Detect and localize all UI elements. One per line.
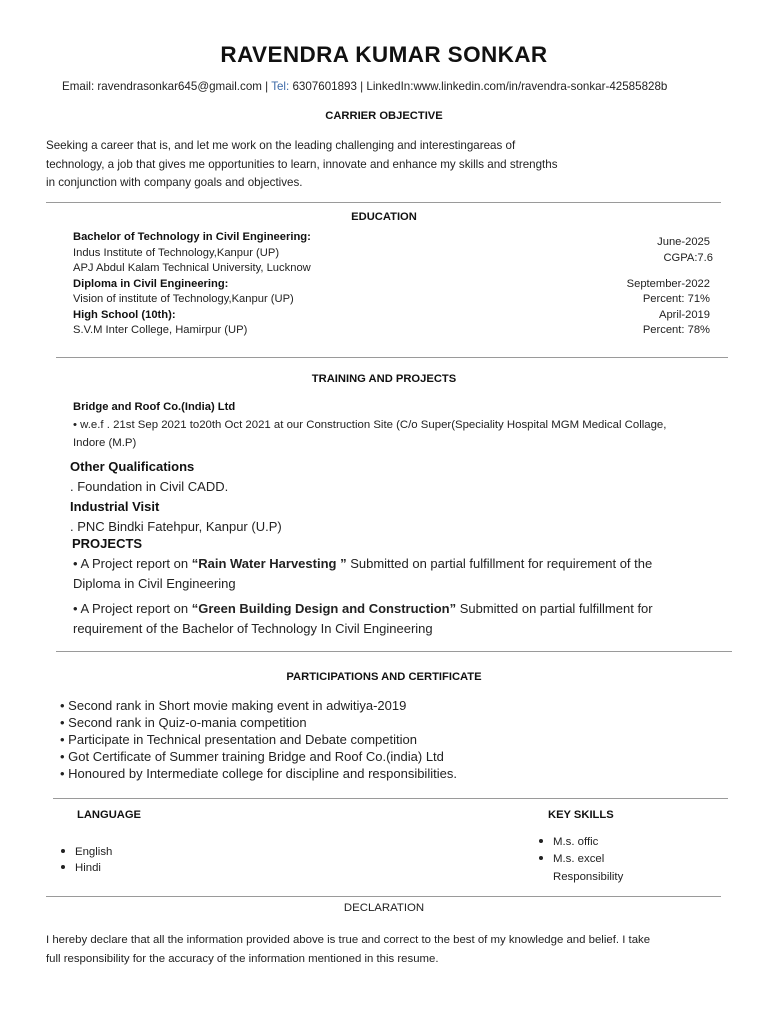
language-title: LANGUAGE (77, 809, 142, 821)
training-title: TRAINING AND PROJECTS (311, 373, 457, 385)
contact-separator: | (261, 80, 272, 93)
participation-item: • Second rank in Quiz-o-mania competition (60, 715, 307, 730)
education-btech-score: CGPA:7.6 (663, 252, 713, 264)
declaration-text: full responsibility for the accuracy of the information mentioned in this resume. (46, 953, 439, 965)
tel-label: Tel: (271, 80, 290, 93)
bullet-icon (61, 849, 65, 853)
language-item: Hindi (61, 862, 101, 874)
education-diploma-institute: Vision of institute of Technology,Kanpur (UP) (73, 293, 294, 305)
projects-heading: PROJECTS (72, 536, 143, 551)
participation-item: • Got Certificate of Summer training Bridge and Roof Co.(india) Ltd (60, 749, 444, 764)
education-diploma-score: Percent: 71% (642, 293, 710, 305)
objective-line: Seeking a career that is, and let me work on the leading challenging and interestingareas of (46, 139, 516, 152)
training-detail: • w.e.f . 21st Sep 2021 to20th Oct 2021 at our Construction Site (C/o Super(Speciality Hospital MGM Medical Collage, (73, 419, 667, 431)
industrial-visit-heading: Industrial Visit (70, 499, 160, 514)
education-btech-university: APJ Abdul Kalam Technical University, Lucknow (73, 262, 311, 274)
section-divider (46, 202, 721, 203)
section-divider (56, 651, 732, 652)
participation-item: • Participate in Technical presentation and Debate competition (60, 732, 417, 747)
bullet-icon (61, 865, 65, 869)
project-item-continued: requirement of the Bachelor of Technology In Civil Engineering (73, 621, 433, 636)
skill-item: M.s. offic (539, 836, 598, 848)
linkedin-text: LinkedIn:www.linkedin.com/in/ravendra-sonkar-42585828b (366, 80, 668, 93)
education-school-score: Percent: 78% (642, 324, 710, 336)
project-item-continued: Diploma in Civil Engineering (73, 576, 236, 591)
objective-line: in conjunction with company goals and objectives. (46, 176, 303, 189)
other-qualifications-item: . Foundation in Civil CADD. (70, 479, 229, 494)
education-school-degree: High School (10th): (73, 309, 176, 321)
bullet-icon (539, 839, 543, 843)
education-btech-institute: Indus Institute of Technology,Kanpur (UP) (73, 247, 280, 259)
declaration-title: DECLARATION (343, 902, 425, 914)
bullet-icon (539, 856, 543, 860)
training-company: Bridge and Roof Co.(India) Ltd (73, 401, 236, 413)
skill-item-continued: Responsibility (553, 871, 624, 883)
education-school-institute: S.V.M Inter College, Hamirpur (UP) (73, 324, 248, 336)
contact-line (62, 80, 667, 93)
key-skills-title: KEY SKILLS (548, 809, 614, 821)
project-item: • A Project report on “Rain Water Harvesting ” Submitted on partial fulfillment for requirement of the (73, 556, 653, 571)
education-title: EDUCATION (351, 211, 417, 223)
skill-item: M.s. excel (539, 853, 604, 865)
section-divider (56, 357, 728, 358)
participations-title: PARTICIPATIONS AND CERTIFICATE (286, 671, 482, 683)
project-item: • A Project report on “Green Building Design and Construction” Submitted on partial fulfillment for (73, 601, 653, 616)
section-divider (53, 798, 728, 799)
industrial-visit-item: . PNC Bindki Fatehpur, Kanpur (U.P) (70, 519, 282, 534)
education-btech-date: June-2025 (657, 236, 710, 248)
section-divider (46, 896, 721, 897)
language-item: English (61, 846, 112, 858)
participations-list (60, 697, 457, 782)
other-qualifications-heading: Other Qualifications (70, 459, 195, 474)
declaration-text: I hereby declare that all the information provided above is true and correct to the best of my knowledge and belief. I take (46, 934, 651, 946)
tel-value: 6307601893 (289, 80, 357, 93)
email-text: Email: ravendrasonkar645@gmail.com (62, 80, 262, 93)
objective-line: technology, a job that gives me opportunities to learn, innovate and enhance my skills and strengths (46, 157, 558, 171)
education-diploma-date: September-2022 (626, 278, 710, 290)
education-btech-degree: Bachelor of Technology in Civil Engineering: (73, 231, 311, 243)
objective-title: CARRIER OBJECTIVE (325, 110, 443, 122)
training-detail: Indore (M.P) (73, 437, 137, 449)
contact-separator: | (356, 80, 367, 93)
participation-item: • Second rank in Short movie making event in adwitiya-2019 (60, 698, 407, 713)
education-school-date: April-2019 (659, 309, 710, 321)
education-diploma-degree: Diploma in Civil Engineering: (73, 278, 229, 290)
objective-text (46, 137, 558, 193)
participation-item: • Honoured by Intermediate college for discipline and responsibilities. (60, 766, 457, 781)
resume-name: RAVENDRA KUMAR SONKAR (220, 42, 548, 67)
